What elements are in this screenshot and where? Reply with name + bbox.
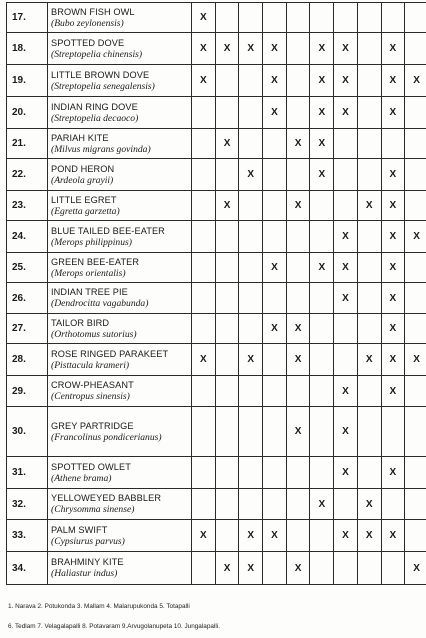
scientific-name: (Ardeola grayii) (51, 174, 114, 186)
presence-cell-site-6 (310, 3, 334, 33)
presence-cell-site-6: X (310, 97, 334, 129)
presence-cell-site-3 (239, 376, 263, 407)
presence-cell-site-5: X (286, 407, 310, 457)
presence-cell-site-3: X (239, 159, 263, 191)
common-name: TAILOR BIRD (51, 317, 110, 328)
presence-cell-site-6: X (310, 489, 334, 520)
presence-cell-site-7 (334, 129, 358, 159)
row-number: 23. (7, 191, 48, 221)
presence-cell-site-3: X (239, 33, 263, 65)
row-number: 24. (7, 221, 48, 253)
presence-cell-site-7 (334, 159, 358, 191)
presence-cell-site-7 (334, 314, 358, 344)
scientific-name: (Pisttacula krameri) (51, 359, 130, 371)
presence-cell-site-10 (405, 314, 426, 344)
presence-cell-site-5 (286, 65, 310, 97)
table-row (7, 221, 426, 253)
legend-line-1: 1. Narava 2. Potukonda 3. Mallam 4. Malarupukonda 5. Totapalli (8, 603, 190, 610)
scientific-name: (Dendrocitta vagabunda) (51, 298, 149, 309)
species-cell (48, 159, 192, 191)
presence-cell-site-7 (334, 191, 358, 221)
presence-cell-site-2 (215, 376, 239, 407)
presence-cell-site-3 (239, 3, 263, 33)
presence-cell-site-8 (357, 33, 381, 65)
presence-cell-site-1 (192, 314, 216, 344)
presence-cell-site-10 (405, 159, 426, 191)
table-row (7, 283, 426, 314)
row-number: 34. (7, 552, 48, 585)
scientific-name: (Merops philippinus) (51, 236, 132, 248)
presence-cell-site-1 (192, 376, 216, 407)
table-row (7, 376, 426, 407)
presence-cell-site-7: X (334, 457, 358, 489)
row-number: 17. (7, 3, 48, 33)
presence-cell-site-1 (192, 457, 216, 489)
presence-cell-site-3 (239, 489, 263, 520)
common-name: GREEN BEE-EATER (51, 256, 140, 267)
presence-cell-site-4 (263, 221, 287, 253)
presence-cell-site-9: X (381, 65, 405, 97)
presence-cell-site-3 (239, 191, 263, 221)
presence-cell-site-1: X (192, 344, 216, 376)
common-name: PALM SWIFT (51, 524, 108, 535)
presence-cell-site-10 (405, 97, 426, 129)
common-name: POND HERON (51, 163, 115, 174)
presence-cell-site-4 (263, 283, 287, 314)
presence-cell-site-1 (192, 552, 216, 585)
row-number: 28. (7, 344, 48, 376)
presence-cell-site-6 (310, 520, 334, 552)
presence-cell-site-9: X (381, 33, 405, 65)
presence-cell-site-10 (405, 407, 426, 457)
presence-cell-site-1: X (192, 33, 216, 65)
presence-cell-site-6: X (310, 65, 334, 97)
presence-cell-site-4 (263, 407, 287, 457)
presence-cell-site-10 (405, 129, 426, 159)
presence-cell-site-7: X (334, 376, 358, 407)
presence-cell-site-2 (215, 65, 239, 97)
species-cell (48, 65, 192, 97)
presence-cell-site-5 (286, 457, 310, 489)
row-number: 32. (7, 489, 48, 520)
scientific-name: (Milvus migrans govinda) (51, 143, 151, 155)
table-row (7, 33, 426, 65)
presence-cell-site-4: X (263, 33, 287, 65)
presence-cell-site-7 (334, 489, 358, 520)
common-name: LITTLE EGRET (51, 194, 117, 205)
presence-cell-site-2 (215, 344, 239, 376)
presence-cell-site-8 (357, 407, 381, 457)
presence-cell-site-5 (286, 489, 310, 520)
species-cell (48, 407, 192, 457)
species-cell (48, 552, 192, 585)
table-row (7, 457, 426, 489)
scientific-name: (Streptopelia senegalensis) (51, 80, 155, 92)
row-number: 30. (7, 407, 48, 457)
presence-cell-site-5 (286, 97, 310, 129)
presence-cell-site-6 (310, 376, 334, 407)
species-cell (48, 520, 192, 552)
presence-cell-site-7: X (334, 253, 358, 283)
presence-cell-site-7: X (334, 65, 358, 97)
presence-cell-site-10 (405, 3, 426, 33)
table-row (7, 552, 426, 585)
presence-cell-site-8 (357, 65, 381, 97)
presence-cell-site-4 (263, 489, 287, 520)
presence-cell-site-7 (334, 344, 358, 376)
row-number: 33. (7, 520, 48, 552)
presence-cell-site-2 (215, 283, 239, 314)
common-name: SPOTTED DOVE (51, 37, 125, 48)
presence-cell-site-2 (215, 407, 239, 457)
presence-cell-site-10 (405, 33, 426, 65)
presence-cell-site-5 (286, 283, 310, 314)
table-row (7, 489, 426, 520)
presence-cell-site-10 (405, 376, 426, 407)
row-number: 19. (7, 65, 48, 97)
scientific-name: (Streptopelia chinensis) (51, 48, 143, 60)
presence-cell-site-9: X (381, 97, 405, 129)
presence-cell-site-9: X (381, 159, 405, 191)
presence-cell-site-2 (215, 457, 239, 489)
presence-cell-site-5: X (286, 552, 310, 585)
presence-cell-site-6 (310, 191, 334, 221)
presence-cell-site-8 (357, 283, 381, 314)
presence-cell-site-10 (405, 253, 426, 283)
presence-cell-site-3 (239, 221, 263, 253)
table-body (7, 3, 426, 585)
scientific-name: (Haliastur indus) (51, 568, 118, 579)
table-row (7, 314, 426, 344)
presence-cell-site-6 (310, 283, 334, 314)
presence-cell-site-2: X (215, 129, 239, 159)
presence-cell-site-8 (357, 457, 381, 489)
presence-cell-site-9 (381, 3, 405, 33)
presence-cell-site-1 (192, 407, 216, 457)
presence-cell-site-8: X (357, 520, 381, 552)
row-number: 25. (7, 253, 48, 283)
species-cell (48, 3, 192, 33)
table-row (7, 520, 426, 552)
species-cell (48, 489, 192, 520)
presence-cell-site-5: X (286, 191, 310, 221)
species-cell (48, 221, 192, 253)
presence-cell-site-8 (357, 552, 381, 585)
presence-cell-site-4 (263, 344, 287, 376)
table-row (7, 191, 426, 221)
table-row (7, 3, 426, 33)
presence-cell-site-5 (286, 253, 310, 283)
presence-cell-site-9 (381, 552, 405, 585)
presence-cell-site-2 (215, 253, 239, 283)
presence-cell-site-4 (263, 376, 287, 407)
presence-cell-site-10: X (405, 221, 426, 253)
presence-cell-site-1 (192, 221, 216, 253)
presence-cell-site-8 (357, 314, 381, 344)
common-name: SPOTTED OWLET (51, 461, 131, 472)
presence-cell-site-6 (310, 344, 334, 376)
scientific-name: (Centropus sinensis) (51, 391, 130, 402)
presence-cell-site-5: X (286, 129, 310, 159)
presence-cell-site-10 (405, 457, 426, 489)
presence-cell-site-5 (286, 520, 310, 552)
row-number: 20. (7, 97, 48, 129)
presence-cell-site-10 (405, 520, 426, 552)
presence-cell-site-8: X (357, 489, 381, 520)
presence-cell-site-4 (263, 552, 287, 585)
presence-cell-site-4: X (263, 520, 287, 552)
presence-cell-site-9 (381, 489, 405, 520)
species-cell (48, 253, 192, 283)
presence-cell-site-2 (215, 97, 239, 129)
presence-cell-site-4: X (263, 97, 287, 129)
presence-cell-site-4 (263, 191, 287, 221)
presence-cell-site-5 (286, 159, 310, 191)
presence-cell-site-6 (310, 314, 334, 344)
common-name: INDIAN TREE PIE (51, 287, 128, 297)
table-row (7, 344, 426, 376)
presence-cell-site-7: X (334, 283, 358, 314)
species-cell (48, 129, 192, 159)
presence-cell-site-6: X (310, 129, 334, 159)
presence-cell-site-6: X (310, 33, 334, 65)
presence-cell-site-1 (192, 97, 216, 129)
row-number: 27. (7, 314, 48, 344)
presence-cell-site-8 (357, 376, 381, 407)
row-number: 31. (7, 457, 48, 489)
species-cell (48, 191, 192, 221)
scientific-name: (Athene brama) (51, 472, 112, 484)
common-name: CROW-PHEASANT (51, 380, 134, 390)
table-row (7, 159, 426, 191)
scientific-name: (Orthotomus sutorius) (51, 328, 137, 340)
presence-cell-site-1 (192, 191, 216, 221)
scientific-name: (Egretta garzetta) (51, 205, 120, 217)
presence-cell-site-3 (239, 407, 263, 457)
presence-cell-site-6 (310, 457, 334, 489)
bird-species-table (6, 2, 426, 585)
presence-cell-site-4: X (263, 314, 287, 344)
species-cell (48, 283, 192, 314)
presence-cell-site-8 (357, 3, 381, 33)
common-name: INDIAN RING DOVE (51, 101, 138, 112)
common-name: BRAHMINY KITE (51, 557, 124, 567)
table-row (7, 97, 426, 129)
presence-cell-site-10: X (405, 65, 426, 97)
species-cell (48, 457, 192, 489)
presence-cell-site-10 (405, 283, 426, 314)
presence-cell-site-8 (357, 253, 381, 283)
presence-cell-site-2: X (215, 191, 239, 221)
common-name: LITTLE BROWN DOVE (51, 69, 150, 80)
presence-cell-site-5 (286, 376, 310, 407)
row-number: 21. (7, 129, 48, 159)
presence-cell-site-2 (215, 221, 239, 253)
presence-cell-site-1 (192, 159, 216, 191)
presence-cell-site-8 (357, 129, 381, 159)
presence-cell-site-1: X (192, 65, 216, 97)
presence-cell-site-5 (286, 221, 310, 253)
scientific-name: (Chrysomma sinense) (51, 504, 135, 515)
presence-cell-site-1 (192, 129, 216, 159)
presence-cell-site-3 (239, 253, 263, 283)
presence-cell-site-8 (357, 221, 381, 253)
presence-cell-site-7: X (334, 407, 358, 457)
table-row (7, 407, 426, 457)
presence-cell-site-10: X (405, 344, 426, 376)
presence-cell-site-1 (192, 253, 216, 283)
presence-cell-site-2: X (215, 33, 239, 65)
presence-cell-site-4 (263, 457, 287, 489)
presence-cell-site-1 (192, 489, 216, 520)
row-number: 29. (7, 376, 48, 407)
presence-cell-site-1: X (192, 3, 216, 33)
presence-cell-site-1: X (192, 520, 216, 552)
presence-cell-site-6: X (310, 159, 334, 191)
presence-cell-site-5 (286, 3, 310, 33)
presence-cell-site-4 (263, 3, 287, 33)
presence-cell-site-8: X (357, 344, 381, 376)
scientific-name: (Streptopelia decaoco) (51, 112, 139, 124)
presence-cell-site-2 (215, 314, 239, 344)
scientific-name: (Merops orientalis) (51, 267, 126, 279)
row-number: 26. (7, 283, 48, 314)
species-cell (48, 344, 192, 376)
presence-cell-site-5: X (286, 344, 310, 376)
common-name: BLUE TAILED BEE-EATER (51, 225, 165, 236)
presence-cell-site-5 (286, 33, 310, 65)
presence-cell-site-9: X (381, 457, 405, 489)
presence-cell-site-3 (239, 129, 263, 159)
presence-cell-site-9: X (381, 283, 405, 314)
presence-cell-site-6 (310, 221, 334, 253)
table-row (7, 65, 426, 97)
presence-cell-site-3 (239, 457, 263, 489)
scientific-name: (Francolinus pondicerianus) (51, 431, 162, 443)
presence-cell-site-7 (334, 552, 358, 585)
presence-cell-site-8 (357, 159, 381, 191)
presence-cell-site-9: X (381, 344, 405, 376)
common-name: BROWN FISH OWL (51, 6, 135, 17)
species-cell (48, 314, 192, 344)
presence-cell-site-10 (405, 489, 426, 520)
presence-cell-site-7: X (334, 97, 358, 129)
presence-cell-site-9: X (381, 191, 405, 221)
presence-cell-site-3: X (239, 552, 263, 585)
presence-cell-site-4: X (263, 253, 287, 283)
presence-cell-site-5: X (286, 314, 310, 344)
table-row (7, 253, 426, 283)
presence-cell-site-2: X (215, 552, 239, 585)
common-name: YELLOWEYED BABBLER (51, 493, 162, 503)
presence-cell-site-7 (334, 3, 358, 33)
common-name: PARIAH KITE (51, 132, 109, 143)
species-cell (48, 97, 192, 129)
presence-cell-site-3 (239, 65, 263, 97)
presence-cell-site-9: X (381, 221, 405, 253)
presence-cell-site-3 (239, 283, 263, 314)
presence-cell-site-3: X (239, 344, 263, 376)
presence-cell-site-7: X (334, 520, 358, 552)
presence-cell-site-3 (239, 97, 263, 129)
presence-cell-site-4 (263, 129, 287, 159)
presence-cell-site-2 (215, 520, 239, 552)
row-number: 18. (7, 33, 48, 65)
row-number: 22. (7, 159, 48, 191)
presence-cell-site-4: X (263, 65, 287, 97)
presence-cell-site-6: X (310, 253, 334, 283)
presence-cell-site-1 (192, 283, 216, 314)
presence-cell-site-2 (215, 159, 239, 191)
species-cell (48, 376, 192, 407)
presence-cell-site-3 (239, 314, 263, 344)
presence-cell-site-9: X (381, 376, 405, 407)
presence-cell-site-8 (357, 97, 381, 129)
presence-cell-site-9 (381, 407, 405, 457)
presence-cell-site-2 (215, 3, 239, 33)
presence-cell-site-9: X (381, 253, 405, 283)
presence-cell-site-10 (405, 191, 426, 221)
presence-cell-site-4 (263, 159, 287, 191)
presence-cell-site-9: X (381, 314, 405, 344)
presence-cell-site-2 (215, 489, 239, 520)
presence-cell-site-9 (381, 129, 405, 159)
legend-line-2: 6. Tedlam 7. Velagalapalli 8. Potavaram 9.Arvugolanupeta 10. Jungalapalli. (8, 623, 220, 630)
presence-cell-site-7: X (334, 221, 358, 253)
presence-cell-site-3: X (239, 520, 263, 552)
presence-cell-site-8: X (357, 191, 381, 221)
species-cell (48, 33, 192, 65)
presence-cell-site-6 (310, 552, 334, 585)
scientific-name: (Bubo zeylonensis) (51, 17, 124, 29)
scientific-name: (Cypsiurus parvus) (51, 535, 125, 547)
presence-cell-site-9: X (381, 520, 405, 552)
common-name: GREY PARTRIDGE (51, 420, 134, 431)
presence-cell-site-6 (310, 407, 334, 457)
table-row (7, 129, 426, 159)
common-name: ROSE RINGED PARAKEET (51, 348, 169, 359)
presence-cell-site-10: X (405, 552, 426, 585)
presence-cell-site-7: X (334, 33, 358, 65)
